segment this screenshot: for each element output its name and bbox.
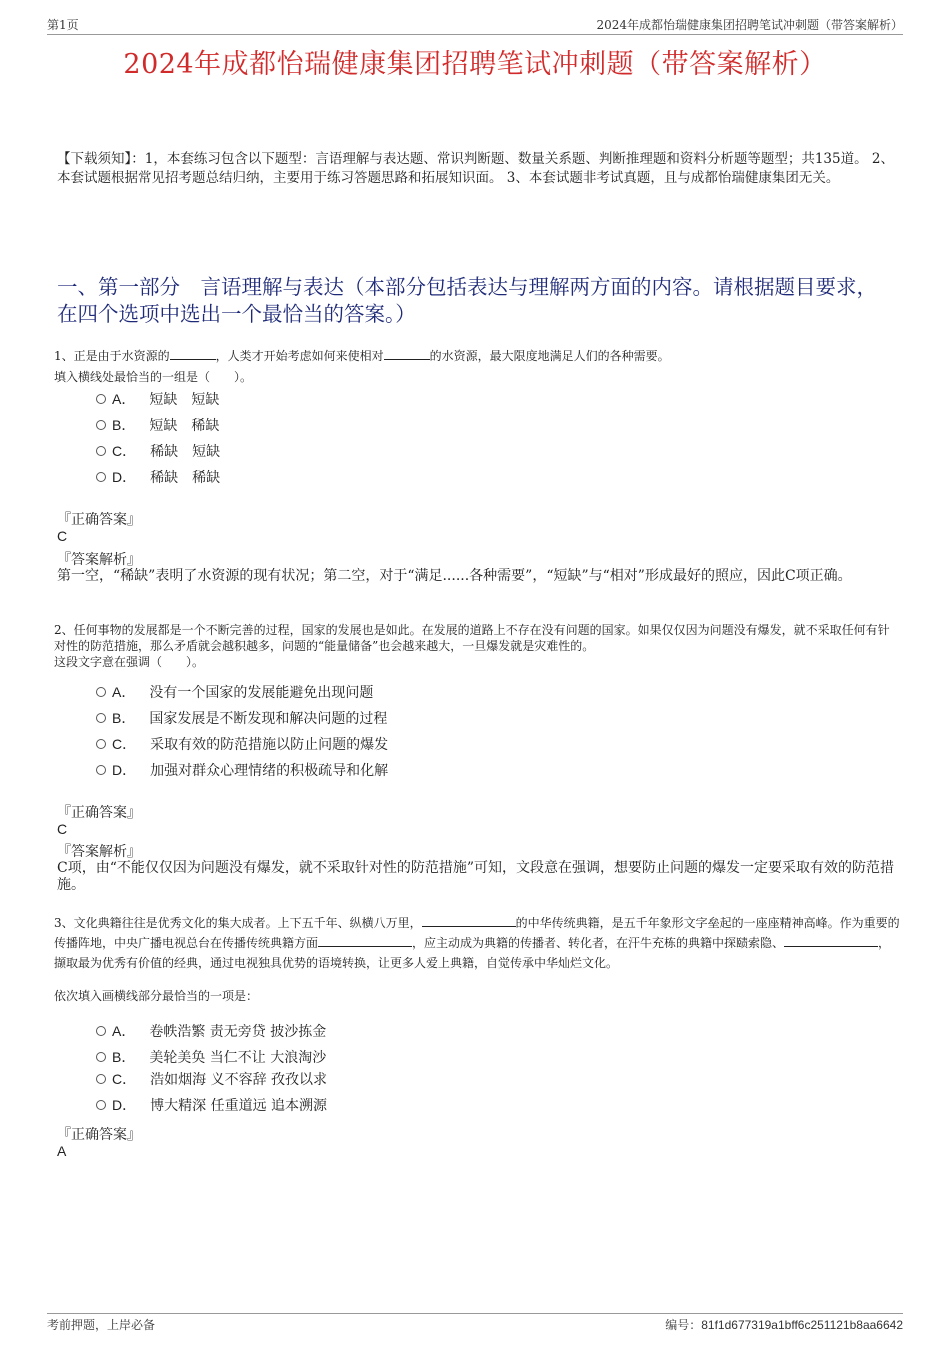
question-2-stem: [54, 622, 900, 670]
q3-blank-3: [784, 934, 878, 947]
q1-answer-value: C: [57, 528, 68, 544]
q1-analysis: 第一空，“稀缺”表明了水资源的现有状况；第二空，对于“满足......各种需要”，“短缺”与“相对”形成最好的照应，因此C项正确。: [57, 568, 852, 584]
q1-option-c[interactable]: C． 稀缺 短缺: [96, 441, 220, 461]
radio-icon[interactable]: [96, 1052, 106, 1062]
radio-icon[interactable]: [96, 1074, 106, 1084]
q2-analysis: C项，由“不能仅仅因为问题没有爆发，就不采取针对性的防范措施”可知，文段意在强调，想要防止问题的爆发一定要采取有效的防范措施。: [57, 860, 895, 893]
q3-answer-value: A: [57, 1143, 67, 1159]
download-notice: 【下载须知】：1，本套练习包含以下题型：言语理解与表达题、常识判断题、数量关系题、判断推理题和资料分析题等题型；共135道。 2、本套试题根据常见招考题总结归纳，主要用于练习答题思路和拓展知识面。 3、本套试题非考试真题，且与成都怡瑞健康集团无关。: [57, 151, 894, 186]
q2-option-a[interactable]: A． 没有一个国家的发展能避免出现问题: [96, 682, 373, 702]
q3-blank-1: [422, 914, 516, 927]
footer-slogan: 考前押题，上岸必备: [47, 1318, 156, 1332]
q1-analysis-label: 『答案解析』: [57, 552, 141, 568]
q1-option-b[interactable]: B． 短缺 稀缺: [96, 415, 219, 435]
page-footer: [47, 1313, 903, 1334]
radio-icon[interactable]: [96, 472, 106, 482]
question-3-stem: 3、文化典籍往往是优秀文化的集大成者。上下五千年、纵横八万里， 的中华传统典籍，是五千年象形文字垒起的一座座精神高峰。作为重要的传播阵地，中央广播电视总台在传播传统典籍方面 ，应主动成为典籍的传播者、转化者，在汗牛充栋的典籍中探赜索隐、 ，撷取最为优秀有价值的经典，通过电视独具优势的语境转换，让更多人爱上典籍，自觉传承中华灿烂文化。: [54, 916, 900, 970]
radio-icon[interactable]: [96, 739, 106, 749]
q2-prompt: 这段文字意在强调（ ）。: [54, 655, 205, 669]
q1-prompt: 填入横线处最恰当的一组是（ ）。: [54, 370, 253, 384]
question-1-stem: [54, 347, 900, 385]
radio-icon[interactable]: [96, 446, 106, 456]
radio-icon[interactable]: [96, 765, 106, 775]
q2-option-c[interactable]: C． 采取有效的防范措施以防止问题的爆发: [96, 734, 388, 754]
q1-blank-1: [170, 347, 216, 360]
q2-analysis-label: 『答案解析』: [57, 844, 141, 860]
header-doc-name: 2024年成都怡瑞健康集团招聘笔试冲刺题（带答案解析）: [596, 18, 903, 32]
radio-icon[interactable]: [96, 1026, 106, 1036]
page-number: 第1页: [47, 18, 79, 32]
footer-code-label: 编号：: [665, 1318, 702, 1332]
q3-option-d[interactable]: D． 博大精深 任重道远 追本溯源: [96, 1095, 327, 1115]
radio-icon[interactable]: [96, 687, 106, 697]
q2-answer-value: C: [57, 821, 68, 837]
q1-option-d[interactable]: D． 稀缺 稀缺: [96, 467, 220, 487]
q2-option-b[interactable]: B． 国家发展是不断发现和解决问题的过程: [96, 708, 387, 728]
q1-stem-part: 的水资源，最大限度地满足人们的各种需要。: [429, 349, 670, 363]
radio-icon[interactable]: [96, 1100, 106, 1110]
radio-icon[interactable]: [96, 713, 106, 723]
radio-icon[interactable]: [96, 394, 106, 404]
q2-option-d[interactable]: D． 加强对群众心理情绪的积极疏导和化解: [96, 760, 388, 780]
q1-stem-part: ，人类才开始考虑如何来使相对: [215, 349, 384, 363]
q2-stem-text: 2、任何事物的发展都是一个不断完善的过程，国家的发展也是如此。在发展的道路上不存在没有问题的国家。如果仅仅因为问题没有爆发，就不采取任何有针对性的防范措施，那么矛盾就会越积越多，问题的“能量储备”也会越来越大，一旦爆发就是灾难性的。: [54, 623, 890, 653]
q3-blank-2: [318, 934, 412, 947]
q3-prompt: 依次填入画横线部分最恰当的一项是：: [54, 989, 259, 1003]
q1-stem-part: 1、正是由于水资源的: [54, 349, 170, 363]
q3-option-b[interactable]: B． 美轮美奂 当仁不让 大浪淘沙: [96, 1047, 326, 1067]
q2-answer-label: 『正确答案』: [57, 805, 141, 821]
footer-code: [665, 1316, 903, 1333]
document-title: 2024年成都怡瑞健康集团招聘笔试冲刺题（带答案解析）: [123, 49, 827, 80]
q1-blank-2: [384, 347, 430, 360]
section-title: 一、第一部分 言语理解与表达（本部分包括表达与理解两方面的内容。请根据题目要求，在四个选项中选出一个最恰当的答案。）: [57, 275, 877, 326]
q3-option-a[interactable]: A． 卷帙浩繁 责无旁贷 披沙拣金: [96, 1021, 326, 1041]
footer-code-value: 81f1d677319a1bff6c251121b8aa6642: [701, 1318, 903, 1332]
radio-icon[interactable]: [96, 420, 106, 430]
q1-answer-label: 『正确答案』: [57, 512, 141, 528]
page-header: [47, 14, 903, 35]
q3-option-c[interactable]: C． 浩如烟海 义不容辞 孜孜以求: [96, 1069, 327, 1089]
q3-answer-label: 『正确答案』: [57, 1127, 141, 1143]
q1-option-a[interactable]: A． 短缺 短缺: [96, 389, 219, 409]
